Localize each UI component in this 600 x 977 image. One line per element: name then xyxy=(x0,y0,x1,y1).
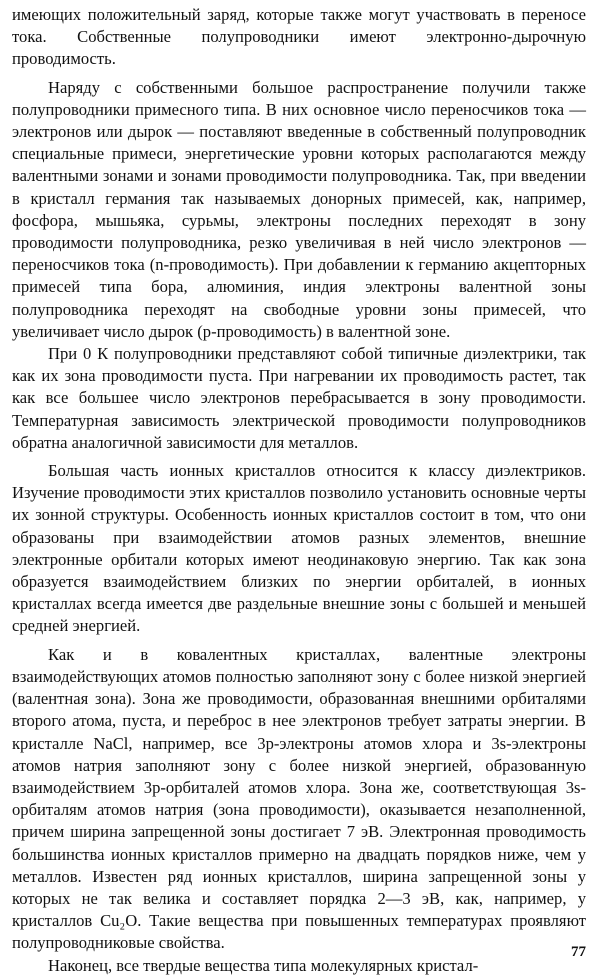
paragraph-impurity-semiconductors: Наряду с собственными большое распространение получили также полупроводники примесного типа. В них основное число переносчиков тока — электронов или дырок — поставляют введенные в собственный полупроводник специальные примеси, энергетические уровни которых располагаются между валентными зонами и зонами проводимости полупроводника. Так, при введении в кристалл германия так называемых донорных примесей, как, например, фосфора, мышьяка, сурьмы, электроны последних переходят в зону проводимости полупроводника, резко увеличивая в ней число электронов — переносчиков тока (n-проводимость). При добавлении к германию акцепторных примесей типа бора, алюминия, индия электроны валентной зоны полупроводника переходят на свободные уровни зоны примесей, что увеличивает число дырок (p-проводимость) в валентной зоне. xyxy=(12,77,586,341)
paragraph-continuation: имеющих положительный заряд, которые также могут участвовать в переносе тока. Собственные полупроводники имеют электронно-дырочную проводимость. xyxy=(12,5,586,69)
page-body xyxy=(12,4,586,977)
page-number: 77 xyxy=(571,944,586,960)
paragraph-zero-kelvin: При 0 К полупроводники представляют собой типичные диэлектрики, так как их зона проводимости пуста. При нагревании их проводимость растет, так как все большее число электронов перебрасывается в зону проводимости. Температурная зависимость электрической проводимости полупроводников обратна аналогичной зависимости для металлов. xyxy=(12,344,586,452)
paragraph-covalent-comparison: Как и в ковалентных кристаллах, валентные электроны взаимодействующих атомов полностью заполняют зону с более низкой энергией (валентная зона). Зона же проводимости, образованная внешними орбиталями второго атома, пуста, и переброс в нее электронов требует затраты энергии. В кристалле NaCl, например, все 3p-электроны атомов хлора и 3s-электроны атомов натрия заполняют зону с более низкой энергией, образованную взаимодействием 3p-орбиталей атомов хлора. Зона же, соответствующая 3s-орбиталям атомов натрия (зона проводимости), оказывается незаполненной, причем ширина запрещенной зоны достигает 7 эВ. Электронная проводимость большинства ионных кристаллов примерно на двадцать порядков ниже, чем у металлов. Известен ряд ионных кристаллов, ширина запрещенной зоны у которых не так велика и составляет порядка 2—3 эВ, как, например, у кристаллов Cu₂O. Такие вещества при повышенных температурах проявляют полупроводниковые свойства. xyxy=(12,644,586,953)
paragraph-ionic-crystals: Большая часть ионных кристаллов относится к классу диэлектриков. Изучение проводимости этих кристаллов позволило установить основные черты их зонной структуры. Особенность ионных кристаллов состоит в том, что они образованы при взаимодействии атомов разных элементов, внешние электронные орбитали которых имеют неодинаковую энергию. Так как зона образуется взаимодействием близких по энергии орбиталей, в ионных кристаллах всегда имеется две раздельные внешние зоны с большей и меньшей средней энергией. xyxy=(12,461,586,636)
paragraph-molecular-crystals: Наконец, все твердые вещества типа молекулярных кристал- xyxy=(48,955,479,975)
